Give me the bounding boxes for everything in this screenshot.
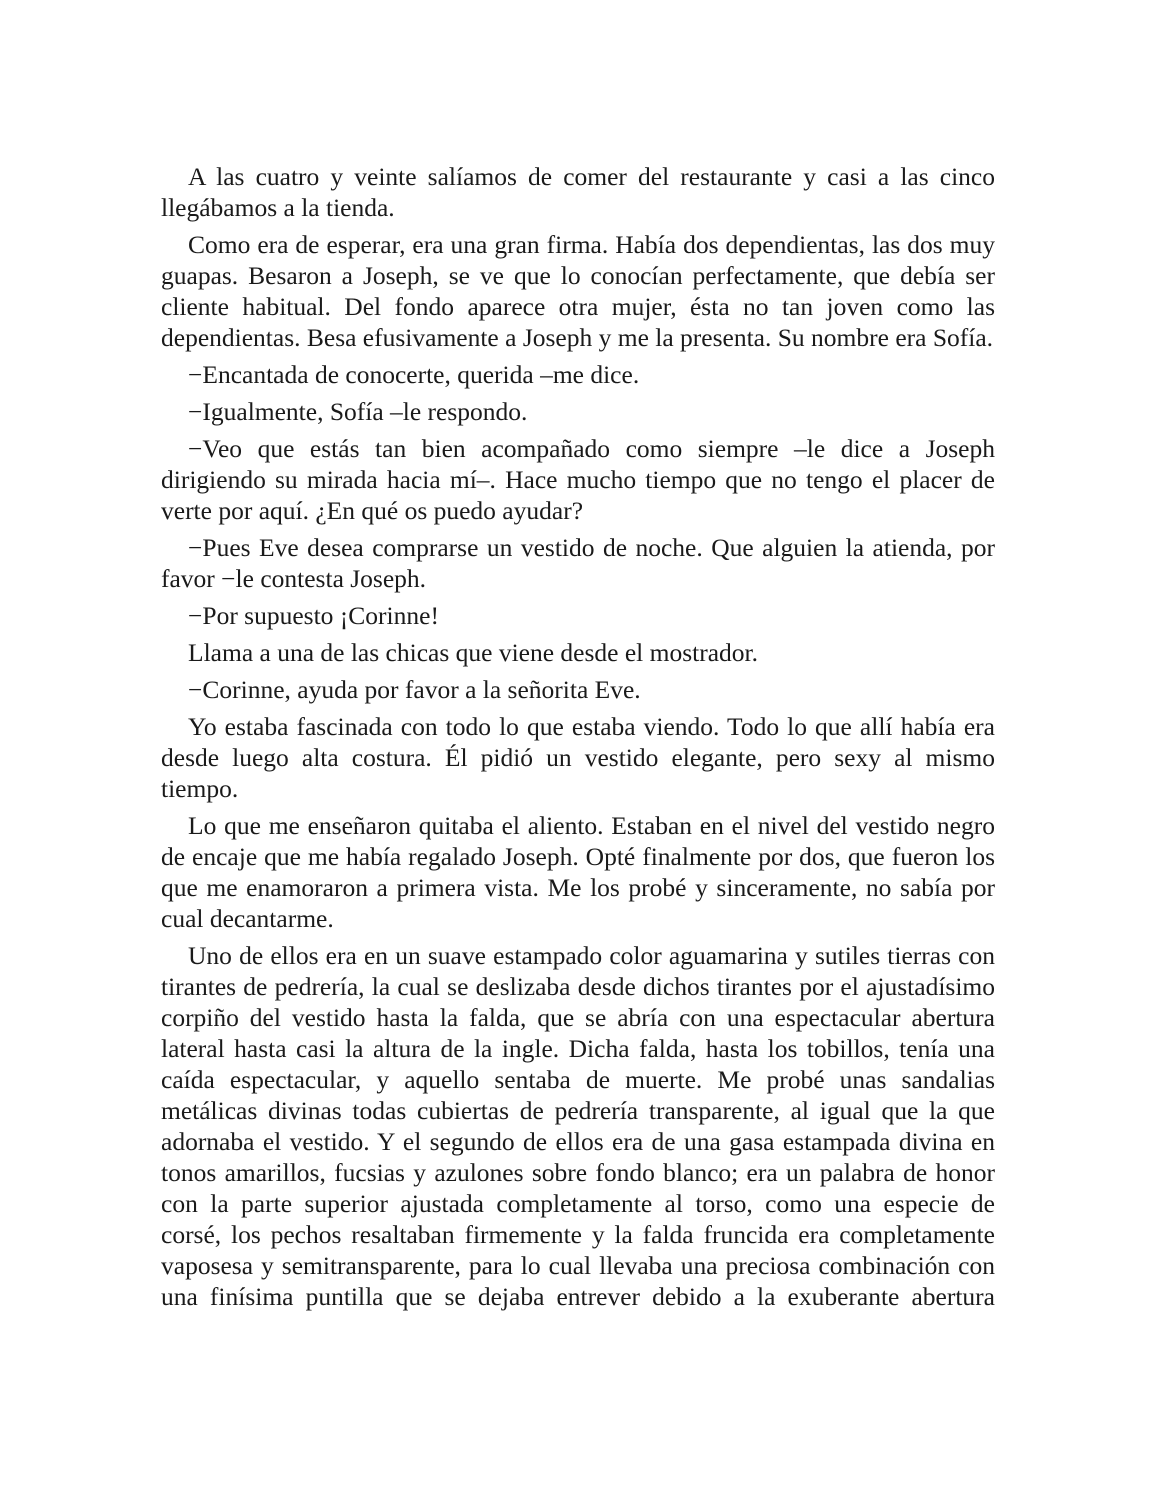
- dialogue-line: −Pues Eve desea comprarse un vestido de noche. Que alguien la atienda, por favor −le contesta Joseph.: [161, 533, 995, 593]
- dialogue-line: −Por supuesto ¡Corinne!: [188, 601, 439, 630]
- page-body: [161, 161, 995, 1312]
- paragraph: Lo que me enseñaron quitaba el aliento. Estaban en el nivel del vestido negro de encaje que me había regalado Joseph. Opté finalmente por dos, que fueron los que me enamoraron a primera vista. Me los probé y sinceramente, no sabía por cual decantarme.: [161, 811, 995, 933]
- dialogue-line: −Veo que estás tan bien acompañado como siempre –le dice a Joseph dirigiendo su mirada hacia mí–. Hace mucho tiempo que no tengo el placer de verte por aquí. ¿En qué os puedo ayudar?: [161, 434, 995, 525]
- paragraph: A las cuatro y veinte salíamos de comer del restaurante y casi a las cinco llegábamos a la tienda.: [161, 162, 995, 222]
- dialogue-line: −Corinne, ayuda por favor a la señorita Eve.: [188, 675, 641, 704]
- dialogue-line: −Igualmente, Sofía –le respondo.: [188, 397, 528, 426]
- paragraph: Como era de esperar, era una gran firma. Había dos dependientas, las dos muy guapas. Besaron a Joseph, se ve que lo conocían perfectamente, que debía ser cliente habitual. Del fondo aparece otra mujer, ésta no tan joven como las dependientas. Besa efusivamente a Joseph y me la presenta. Su nombre era Sofía.: [161, 230, 995, 352]
- dialogue-line: −Encantada de conocerte, querida –me dice.: [188, 360, 640, 389]
- paragraph: Llama a una de las chicas que viene desde el mostrador.: [188, 638, 758, 667]
- paragraph: Uno de ellos era en un suave estampado color aguamarina y sutiles tierras con tirantes de pedrería, la cual se deslizaba desde dichos tirantes por el ajustadísimo corpiño del vestido hasta la falda, que se abría con una espectacular abertura lateral hasta casi la altura de la ingle. Dicha falda, hasta los tobillos, tenía una caída espectacular, y aquello sentaba de muerte. Me probé unas sandalias metálicas divinas todas cubiertas de pedrería transparente, al igual que la que adornaba el vestido. Y el segundo de ellos era de una gasa estampada divina en tonos amarillos, fucsias y azulones sobre fondo blanco; era un palabra de honor con la parte superior ajustada completamente al torso, como una especie de corsé, los pechos resaltaban firmemente y la falda fruncida era completamente vaposesa y semitransparente, para lo cual llevaba una preciosa combinación con una finísima puntilla que se dejaba entrever debido a la exuberante abertura: [161, 941, 995, 1311]
- paragraph: Yo estaba fascinada con todo lo que estaba viendo. Todo lo que allí había era desde luego alta costura. Él pidió un vestido elegante, pero sexy al mismo tiempo.: [161, 712, 995, 803]
